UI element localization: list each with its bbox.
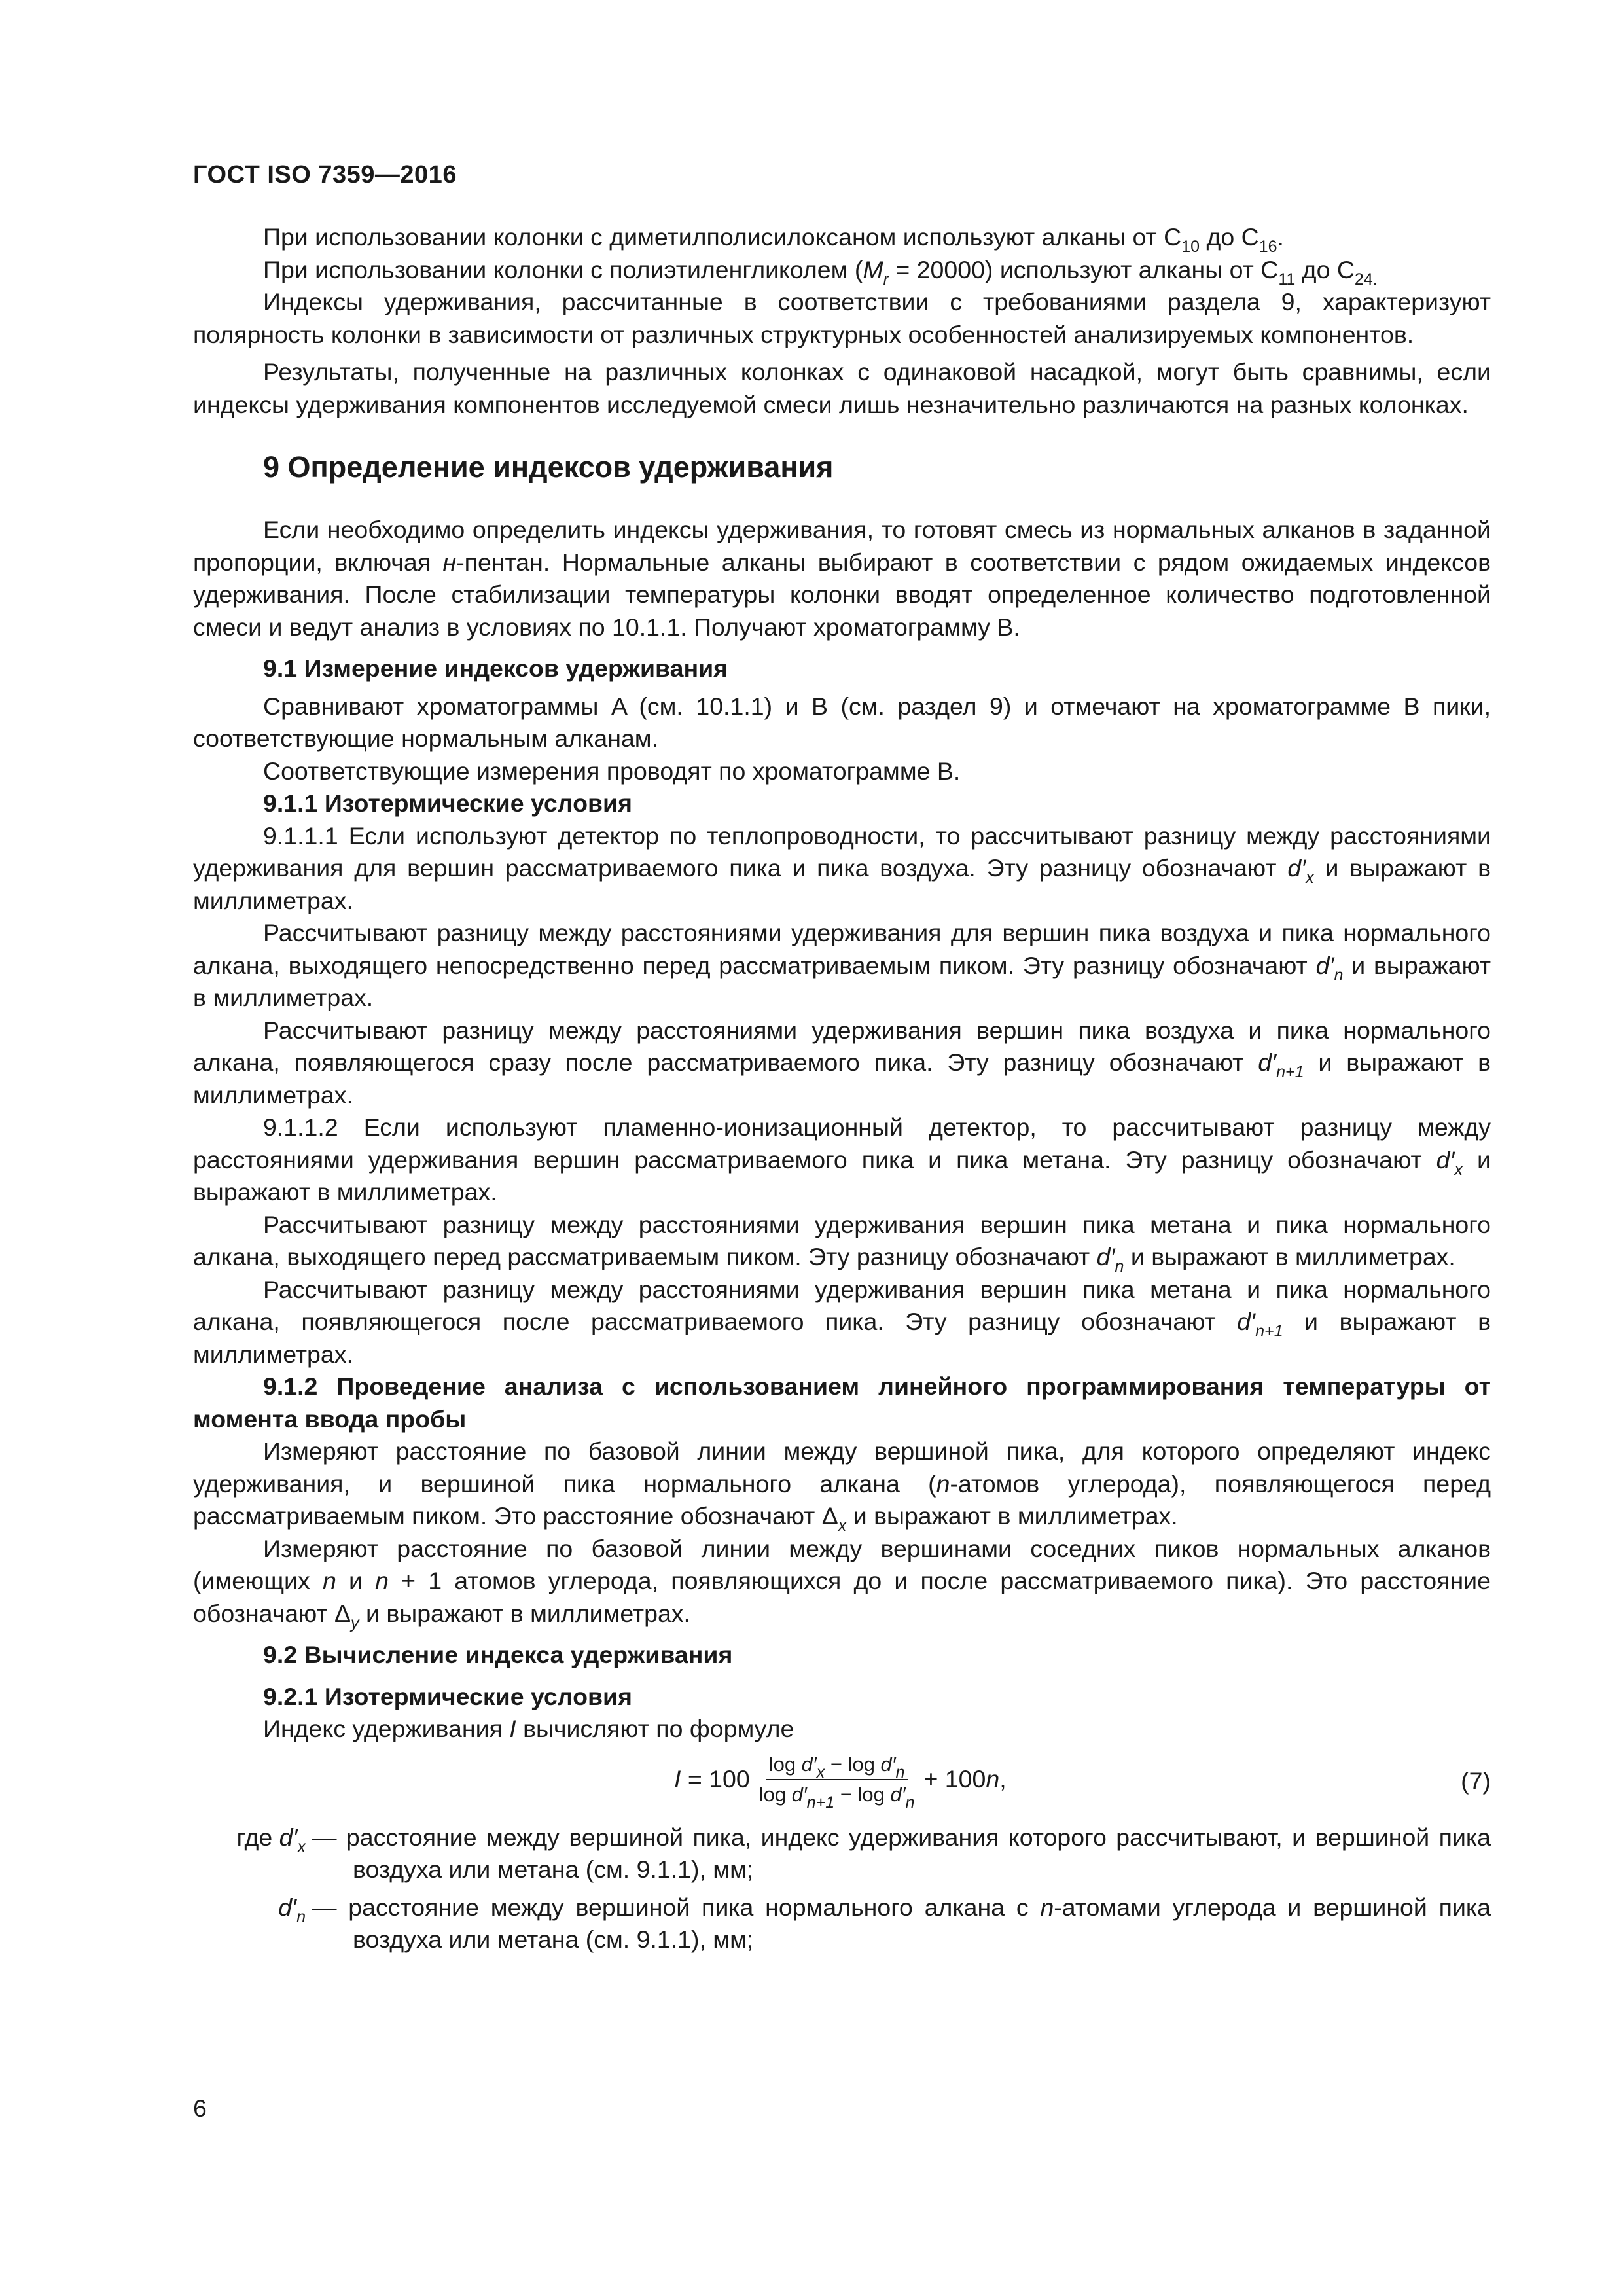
section-9-1-1-1-paragraph-3: Рассчитывают разницу между расстояниями удерживания вершин пика воздуха и пика нормального алкана, появляющегося сразу после рассматриваемого пика. Эту разницу обозначают $d'_{n+1}$ и выражают в миллиметрах.: [193, 1016, 1491, 1109]
intro-paragraph-4: Результаты, полученные на различных колонках с одинаковой насадкой, могут быть сравнимы, если индексы удерживания компонентов исследуемой смеси лишь незначительно различаются на разных колонках.: [193, 358, 1491, 418]
retention-index-formula: [674, 1751, 1007, 1812]
section-9-2-heading: 9.2 Вычисление индекса удерживания: [263, 1641, 733, 1668]
formula-7: [193, 1746, 1491, 1821]
section-9-1-heading: 9.1 Измерение индексов удерживания: [263, 655, 728, 682]
section-9-2-1-intro: Индекс удерживания I вычисляют по формуле: [263, 1715, 794, 1742]
section-9-1-paragraph-2: Соответствующие измерения проводят по хроматограмме B.: [263, 757, 961, 785]
formula-denominator: $\log d'_{n+1} - \log d'_n$: [758, 1782, 915, 1812]
section-9-1-2-paragraph-1: Измеряют расстояние по базовой линии между вершиной пика, для которого определяют индекс удерживания, и вершиной пика нормального алкана (n-атомов углерода), появляющегося перед рассматриваемым пиком. Это расстояние обозначают $\Delta_x$ и выражают в миллиметрах.: [193, 1437, 1491, 1535]
formula-rhs: + 100n,: [923, 1765, 1007, 1793]
intro-paragraph-2: При использовании колонки с полиэтиленгликолем $(M_r = 20000)$ используют алканы от $C_{11}$ до $C_{24.}$: [263, 255, 1378, 289]
section-9-1-paragraph-1: Сравнивают хроматограммы A (см. 10.1.1) и B (см. раздел 9) и отмечают на хроматограмме B пики, соответствующие нормальным алканам.: [193, 692, 1491, 752]
section-9-2-1-heading: 9.2.1 Изотермические условия: [263, 1682, 632, 1710]
where-term: $d'_n$: [278, 1893, 306, 1926]
document-body: [193, 221, 1491, 1956]
where-item: [193, 1821, 1491, 1886]
intro-paragraph-3: Индексы удерживания, рассчитанные в соответствии с требованиями раздела 9, характеризуют полярность колонки в зависимости от различных структурных особенностей анализируемых компонентов.: [193, 288, 1491, 348]
section-9-1-1-1-paragraph: 9.1.1.1 Если используют детектор по теплопроводности, то рассчитывают разницу между расстояниями удерживания для вершин рассматриваемого пика и пика воздуха. Эту разницу обозначают $d'_x$ и выражают в миллиметрах.: [193, 821, 1491, 914]
section-9-1-1-2-paragraph-2: Рассчитывают разницу между расстояниями удерживания вершин пика метана и пика нормального алкана, выходящего перед рассматриваемым пиком. Эту разницу обозначают $d'_n$ и выражают в миллиметрах.: [193, 1210, 1491, 1276]
section-9-1-1-heading: 9.1.1 Изотермические условия: [263, 789, 632, 817]
where-description: — расстояние между вершиной пика, индекс удерживания которого рассчитывают, и вершиной пика воздуха или метана (см. 9.1.1), мм;: [312, 1823, 1491, 1883]
section-9-paragraph: Если необходимо определить индексы удерживания, то готовят смесь из нормальных алканов в заданной пропорции, включая н-пентан. Нормальные алканы выбирают в соответствии с рядом ожидаемых индексов удерживания. После стабилизации температуры колонки вводят определенное количество подготовленной смеси и ведут анализ в условиях по 10.1.1. Получают хроматограмму B.: [193, 516, 1491, 641]
where-description: — расстояние между вершиной пика нормального алкана с n-атомами углерода и вершиной пика воздуха или метана (см. 9.1.1), мм;: [312, 1893, 1491, 1953]
formula-lhs: I = 100: [674, 1765, 750, 1793]
section-9-heading: 9 Определение индексов удерживания: [263, 450, 834, 484]
where-term: где $d'_x$: [236, 1823, 306, 1856]
section-9-1-1-2-paragraph: 9.1.1.2 Если используют пламенно-ионизационный детектор, то рассчитывают разницу между расстояниями удерживания вершин рассматриваемого пика и пика метана. Эту разницу обозначают $d'_x$ и выражают в миллиметрах.: [193, 1113, 1491, 1206]
intro-paragraph-1: При использовании колонки с диметилполисилоксаном используют алканы от $C_{10}$ до $C_{16}$.: [263, 223, 1284, 256]
formula-fraction: [757, 1751, 918, 1812]
where-item: [193, 1892, 1491, 1956]
section-9-1-2-paragraph-2: Измеряют расстояние по базовой линии между вершинами соседних пиков нормальных алканов (имеющих n и n + 1 атомов углерода, появляющихся до и после рассматриваемого пика). Это расстояние обозначают $\Delta_y$ и выражают в миллиметрах.: [193, 1534, 1491, 1632]
formula-numerator: $\log d'_x - \log d'_n$: [766, 1751, 908, 1780]
equation-number: (7): [1461, 1767, 1491, 1795]
section-9-1-1-1-paragraph-2: Рассчитывают разницу между расстояниями удерживания для вершин пика воздуха и пика нормального алкана, выходящего непосредственно перед рассматриваемым пиком. Эту разницу обозначают $d'_n$ и выражают в миллиметрах.: [193, 919, 1491, 1011]
section-9-1-1-2-paragraph-3: Рассчитывают разницу между расстояниями удерживания вершин пика метана и пика нормального алкана, появляющегося после рассматриваемого пика. Эту разницу обозначают $d'_{n+1}$ и выражают в миллиметрах.: [193, 1275, 1491, 1368]
section-9-1-2-heading: 9.1.2 Проведение анализа с использованием линейного программирования температуры от момента ввода пробы: [193, 1372, 1491, 1433]
document-header: ГОСТ ISO 7359—2016: [193, 161, 457, 188]
page-number: 6: [193, 2094, 207, 2122]
